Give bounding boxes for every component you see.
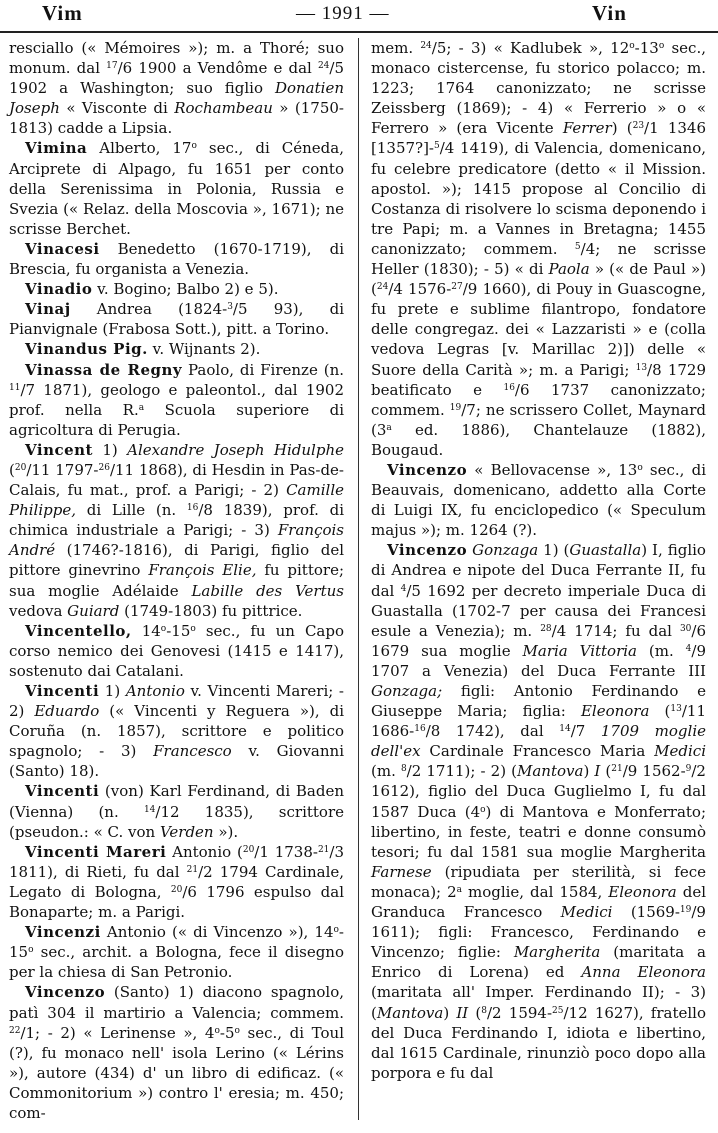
- entry-text: (1749-1803) fu pittrice.: [119, 601, 303, 620]
- entry-p2: [9, 239, 344, 279]
- superscript: 19: [449, 402, 462, 413]
- entry-text: /4 1714; fu dal: [551, 621, 680, 640]
- italic-text: Eduardo: [34, 702, 100, 721]
- entry-text: /7: [570, 722, 601, 741]
- entry-text: mem.: [371, 39, 421, 57]
- entry-p8: [9, 621, 344, 681]
- entry-text: Alberto, 17: [87, 139, 192, 158]
- headword: Vinandus Pig.: [25, 340, 148, 359]
- superscript: a: [138, 402, 145, 413]
- italic-text: Eleonora: [580, 702, 650, 721]
- column-divider: [358, 38, 359, 1120]
- headword: Vincenzi: [25, 923, 101, 942]
- entry-q0: [371, 38, 706, 460]
- entry-text: /6 1737 canonizzato; commem.: [371, 380, 706, 419]
- entry-text: /7 1871), geologo e paleontol., dal 1902 prof. nella R.: [9, 380, 344, 419]
- italic-text: Medici: [654, 742, 706, 761]
- italic-text: Maria Vittoria: [522, 641, 637, 660]
- italic-text: Francesco: [153, 742, 232, 761]
- entry-text: 1): [99, 682, 126, 700]
- entry-text: /5 1692 per decreto imperiale Duca di Guastalla (1702-7 per causa dei Francesi esule a Venezia); m.: [371, 581, 706, 640]
- entry-text: Paolo, di Firenze (n.: [182, 360, 344, 379]
- superscript: 14: [559, 724, 571, 735]
- italic-text: François Elie,: [148, 561, 257, 580]
- superscript: o: [234, 1025, 240, 1036]
- entry-text: -15: [9, 923, 344, 962]
- superscript: o: [28, 945, 34, 956]
- superscript: o: [160, 623, 167, 634]
- superscript: 22: [9, 1025, 21, 1036]
- entry-text: /7; ne scrissero Collet, Maynard (3: [371, 400, 706, 439]
- superscript: 24: [317, 61, 330, 72]
- superscript: o: [658, 41, 665, 51]
- entry-text: (1746?-1816), di Parigi, figlio del pittore ginevrino: [9, 541, 344, 580]
- entry-text: -5: [219, 1023, 235, 1042]
- entry-p1: [9, 138, 344, 238]
- superscript: 16: [186, 503, 199, 514]
- header-right-guide-word: Vin: [592, 1, 627, 25]
- entry-q2: [371, 540, 706, 1083]
- italic-text: Labille des Vertus: [191, 581, 344, 600]
- entry-text: (1569-: [612, 903, 680, 922]
- headword: Vincenzo: [387, 460, 468, 479]
- entry-text: del Granduca Francesco: [371, 882, 707, 922]
- entry-text: /2 1711); - 2) (: [406, 762, 517, 781]
- headword: Vincenti: [25, 782, 100, 801]
- superscript: o: [214, 1025, 220, 1036]
- italic-text: Gonzaga;: [371, 682, 443, 700]
- entry-text: /6 1796 espulso dal Bonaparte; m. a Parigi.: [9, 882, 344, 922]
- italic-text: François André: [9, 521, 344, 560]
- italic-text: Margherita: [513, 943, 601, 962]
- entry-text: v. Wijnants 2).: [147, 340, 261, 359]
- entry-text: ): [443, 1003, 457, 1022]
- entry-p10: [9, 781, 344, 841]
- italic-text: Donatien Joseph: [9, 79, 344, 118]
- italic-text: Alexandre Joseph Hidulphe: [127, 440, 344, 459]
- entry-text: sec., di Toul (?), fu monaco nell' isola Lerino (« Lérins »), autore (434) d' un libro di edificaz. (« Commonitorium ») contro l' eresia; m. 450; com-: [9, 1023, 345, 1122]
- entry-p7: [9, 440, 344, 621]
- entry-text: /2 1612), figlio del Duca Guglielmo I, fu dal 1587 Duca (4: [371, 762, 706, 821]
- superscript: 26: [98, 462, 110, 473]
- entry-text: -15: [166, 621, 191, 640]
- headword: Vincent: [25, 440, 93, 459]
- entry-text: /5 1902 a Washington; suo figlio: [9, 59, 344, 98]
- entry-text: fu pittore; sua moglie Adélaide: [9, 561, 344, 600]
- superscript: 21: [186, 864, 199, 875]
- entry-text: figli: Antonio Ferdinando e Giuseppe Maria; figlia:: [371, 682, 706, 721]
- entry-text: di Lille (n.: [76, 501, 187, 520]
- italic-text: Anna Eleonora: [581, 963, 706, 982]
- headword: Vincentello,: [25, 621, 132, 640]
- entry-text: « Visconte di: [59, 99, 175, 118]
- superscript: a: [386, 422, 392, 433]
- superscript: 16: [414, 724, 426, 735]
- entry-text: « Bellovacense », 13: [467, 460, 638, 479]
- entry-text: vedova: [9, 601, 68, 620]
- italic-text: Rochambeau: [174, 99, 273, 118]
- entry-p11: [9, 842, 344, 922]
- entry-text: (maritata a Enrico di Lorena) ed: [371, 943, 706, 982]
- superscript: 13: [635, 362, 648, 373]
- entry-text: /9 1562-: [622, 762, 686, 781]
- superscript: 21: [317, 844, 330, 855]
- left-column: [9, 38, 344, 1123]
- entry-text: ) I, figlio di Andrea e nipote del Duca Ferrante II, fu dal: [371, 541, 706, 600]
- entry-text: /8 1729 beatificato e: [371, 360, 706, 399]
- headword: Vincenzo: [25, 983, 106, 1002]
- entry-text: /9 1660), di Pouy in Guascogne, fu prete e sublime filantropo, fondatore delle congregaz. dei « Lazzaristi » e (colla vedova Legras [v. Marillac 2)]) delle « Suore della Carità »; m. a Parigi;: [371, 280, 706, 379]
- italic-text: Ferrer: [562, 119, 612, 138]
- italic-text: Antonio: [125, 682, 185, 700]
- entry-text: (« Vincenti y Reguera »), di Coruña (n. 1857), scrittore e politico spagnolo; - 3): [9, 702, 344, 761]
- italic-text: Medici: [560, 903, 613, 922]
- superscript: 23: [632, 121, 645, 132]
- entry-text: v. Vincenti Mareri; - 2): [9, 682, 345, 721]
- superscript: 24: [376, 282, 389, 293]
- entry-text: »).: [213, 822, 239, 841]
- entry-p0: [9, 38, 344, 138]
- entry-text: (m.: [637, 641, 686, 660]
- superscript: 4: [400, 583, 407, 594]
- superscript: 8: [481, 1005, 487, 1016]
- entry-text: /4; ne scrisse Heller (1830); - 5) « di: [371, 239, 706, 279]
- superscript: 5: [574, 241, 581, 252]
- entry-text: /2 1594-: [487, 1003, 553, 1022]
- superscript: 20: [242, 844, 255, 855]
- entry-text: /3 1811), di Rieti, fu dal: [9, 842, 345, 881]
- entry-text: v. Giovanni (Santo) 18).: [9, 742, 344, 781]
- entry-text: (m.: [371, 762, 401, 781]
- headword: Vinacesi: [25, 239, 100, 258]
- entry-text: /2 1794 Cardinale, Legato di Bologna,: [9, 862, 345, 901]
- entry-text: sec., di Céneda, Arciprete di Alpago, fu 1651 per conto della Serenissima in Polonia, Russia e Svezia (« Relaz. della Moscovia », 1671); ne scrisse Berchet.: [9, 139, 344, 238]
- entry-text: ): [583, 762, 595, 781]
- entry-text: /4 1576-: [388, 280, 452, 299]
- superscript: 19: [679, 905, 692, 916]
- italic-text: Guiard: [67, 601, 120, 620]
- entry-text: » (« de Paul ») (: [371, 260, 706, 299]
- superscript: 25: [552, 1005, 564, 1016]
- superscript: 16: [503, 382, 515, 393]
- entry-text: sec., di Beauvais, domenicano, addetto alla Corte di Luigi IX, fu enciclopedico (« Speculum majus »); m. 1264 (?).: [371, 460, 706, 540]
- entry-p12: [9, 922, 344, 982]
- italic-text: Guastalla: [569, 541, 642, 560]
- entry-text: (: [468, 1003, 482, 1022]
- headword: Vinaj: [25, 300, 71, 319]
- superscript: o: [191, 141, 197, 152]
- superscript: o: [480, 804, 486, 815]
- superscript: 13: [670, 704, 682, 715]
- superscript: 28: [540, 623, 552, 634]
- entry-text: Antonio (« di Vincenzo »), 14: [100, 923, 334, 942]
- superscript: 30: [679, 623, 692, 634]
- superscript: o: [637, 462, 643, 473]
- headword: Vimina: [25, 139, 88, 158]
- entry-p6: [9, 360, 344, 440]
- superscript: 17: [106, 61, 118, 72]
- italic-text: Gonzaga: [472, 541, 539, 560]
- entry-text: -13: [634, 39, 659, 57]
- header-left-guide-word: Vim: [42, 1, 83, 25]
- entry-text: /8 1839), prof. di chimica industriale a Parigi; - 3): [9, 501, 345, 540]
- superscript: a: [456, 884, 462, 895]
- page-number: — 1991 —: [296, 3, 390, 24]
- superscript: 14: [143, 804, 156, 815]
- entry-text: (ripudiata per sterilità, si fece monaca); 2: [371, 862, 706, 901]
- running-header: [0, 0, 718, 28]
- italic-text: Paola: [548, 260, 590, 279]
- superscript: 27: [451, 282, 463, 293]
- headword: Vinassa de Regny: [25, 360, 183, 379]
- superscript: 21: [611, 764, 623, 775]
- superscript: 8: [400, 764, 407, 775]
- italic-text: Verden: [159, 822, 214, 841]
- entry-text: (: [9, 460, 15, 479]
- entry-p13: [9, 982, 344, 1123]
- entry-text: Antonio (: [166, 842, 243, 861]
- superscript: 3: [227, 302, 233, 313]
- headword: Vinadio: [25, 280, 93, 299]
- entry-text: /6 1900 a Vendôme e dal: [117, 59, 318, 78]
- entry-text: Cardinale Francesco Maria: [420, 742, 655, 761]
- entry-text: /11 1686-: [371, 702, 706, 741]
- entry-text: moglie, dal 1584,: [462, 882, 609, 901]
- superscript: 9: [685, 764, 692, 775]
- entry-text: /1 1738-: [254, 842, 318, 861]
- superscript: o: [629, 41, 635, 51]
- entry-text: (: [649, 702, 671, 721]
- entry-text: /4 1419), di Valencia, domenicano, fu celebre predicatore (detto « il Mission. apostol. »); 1415 propose al Concilio di Costanza di risolvere lo scisma deponendo i tre Papi; m. a Vannes in Bretagna; 1455 canonizzato; commem.: [371, 139, 706, 258]
- entry-text: (von) Karl Ferdinand, di Baden (Vienna) (n.: [9, 782, 344, 821]
- superscript: 20: [14, 462, 27, 473]
- superscript: 5: [434, 141, 440, 152]
- superscript: o: [190, 623, 196, 634]
- entry-text: » (1750-1813) cadde a Lipsia.: [9, 99, 344, 138]
- italic-text: 1709 moglie dell'ex: [371, 722, 706, 761]
- italic-text: Mantova: [517, 762, 584, 781]
- entry-p5: [9, 339, 344, 359]
- entry-text: /12 1835), scrittore (pseudon.: « C. von: [9, 802, 344, 841]
- entry-text: /12 1627), fratello del Duca Ferdinando I, idiota e libertino, dal 1615 Cardinale, rinunziò poco dopo alla porpora e fu dal: [371, 1003, 706, 1082]
- italic-text: I: [594, 762, 601, 781]
- entry-text: 1) (: [538, 541, 570, 560]
- entry-text: Benedetto (1670-1719), di Brescia, fu organista a Venezia.: [9, 239, 344, 279]
- entry-q1: [371, 460, 706, 540]
- entry-p3: [9, 279, 344, 299]
- entry-text: v. Bogino; Balbo 2) e 5).: [92, 280, 279, 299]
- superscript: 11: [9, 382, 21, 393]
- entry-text: (maritata all' Imper. Ferdinando II); - 3) (: [371, 983, 706, 1022]
- right-column: [371, 38, 706, 1083]
- superscript: o: [333, 925, 339, 936]
- superscript: 24: [420, 41, 432, 51]
- entry-text: /1; - 2) « Lerinense », 4: [20, 1023, 215, 1042]
- entry-text: 14: [131, 621, 161, 640]
- headword: Vincenti: [25, 682, 100, 700]
- entry-text: sec., archit. a Bologna, fece il disegno per la chiesa di San Petronio.: [9, 943, 344, 982]
- entry-text: (Santo) 1) diacono spagnolo, patì 304 il martirio a Valencia; commem.: [9, 983, 344, 1022]
- entry-text: /9 1707 a Venezia) del Duca Ferrante III: [371, 641, 706, 680]
- italic-text: Camille Philippe,: [9, 481, 344, 520]
- entry-text: ed. 1886), Chantelauze (1882), Bougaud.: [371, 420, 706, 459]
- italic-text: Eleonora: [608, 882, 677, 901]
- header-rule: [0, 31, 718, 33]
- italic-text: Farnese: [371, 862, 432, 881]
- entry-text: /6 1679 sua moglie: [371, 621, 706, 660]
- italic-text: Mantova: [376, 1003, 444, 1022]
- entry-p4: [9, 299, 344, 339]
- entry-text: /9 1611); figli: Francesco, Ferdinando e Vincenzo; figlie:: [371, 903, 706, 962]
- headword: Vincenti Mareri: [25, 842, 167, 861]
- entry-text: sec., fu un Capo corso nemico dei Genovesi (1415 e 1417), sostenuto dai Catalani.: [9, 621, 345, 680]
- headword: Vincenzo: [387, 541, 468, 560]
- entry-text: Andrea (1824-: [70, 300, 228, 319]
- entry-text: /8 1742), dal: [425, 722, 560, 741]
- entry-text: Scuola superiore di agricoltura di Perugia.: [9, 400, 344, 439]
- superscript: 20: [170, 884, 183, 895]
- italic-text: II: [456, 1003, 469, 1022]
- entry-text: /5; - 3) « Kadlubek », 12: [431, 39, 630, 57]
- superscript: 4: [685, 643, 692, 654]
- entry-text: ) di Mantova e Monferrato; libertino, in feste, teatri e donne consumò tesori; fu dal 1581 sua moglie Margherita: [371, 802, 707, 861]
- entry-text: (: [600, 762, 612, 781]
- entry-text: /11 1868), di Hesdin in Pas-de-Calais, fu mat., prof. a Parigi; - 2): [9, 460, 344, 500]
- entry-text: ) (: [611, 119, 633, 138]
- entry-p9: [9, 681, 344, 781]
- entry-text: /1 1346 [1357?]-: [371, 119, 706, 158]
- entry-text: /5 93), di Pianvignale (Frabosa Sott.), pitt. a Torino.: [9, 300, 344, 339]
- entry-text: sec., monaco cistercense, fu storico polacco; m. 1223; 1764 canonizzato; ne scrisse Zeissberg (1869); - 4) « Ferrerio » o « Ferrero » (era Vicente: [371, 39, 706, 138]
- entry-text: 1): [93, 440, 128, 459]
- entry-text: /11 1797-: [26, 460, 99, 479]
- entry-text: resciallo (« Mémoires »); m. a Thoré; suo monum. dal: [9, 39, 344, 78]
